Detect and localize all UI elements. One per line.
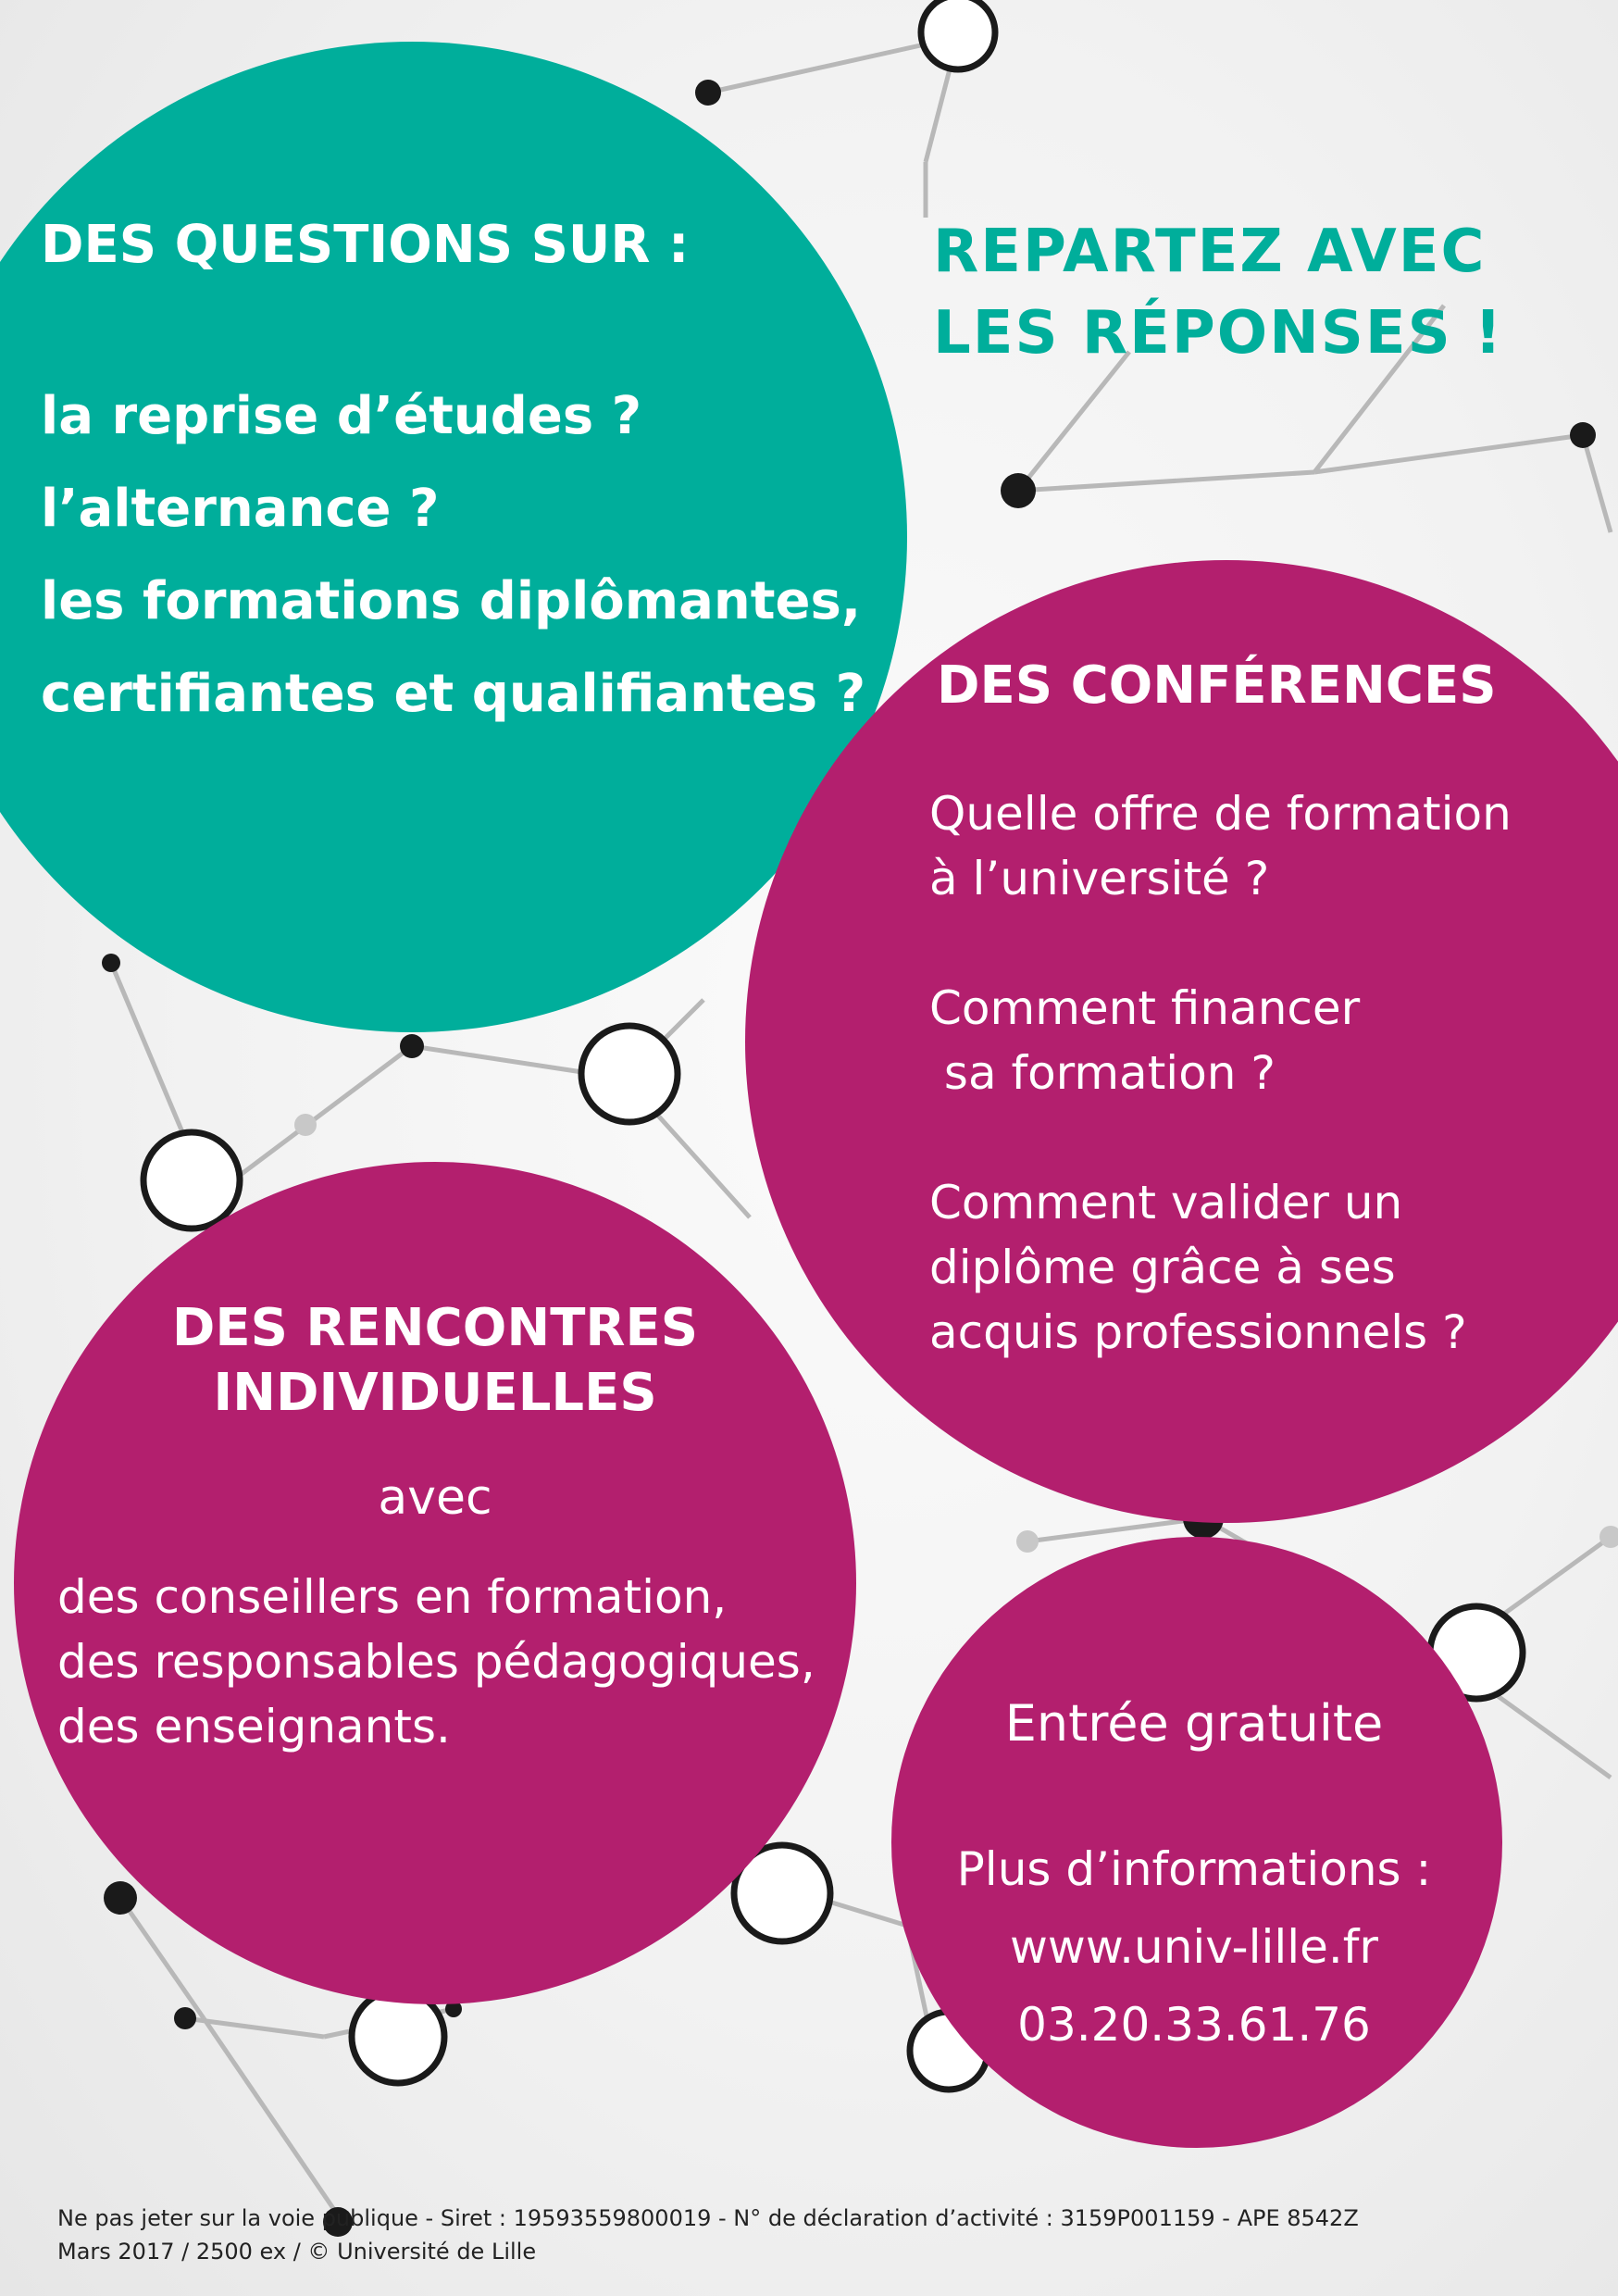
footer bbox=[57, 2202, 1359, 2268]
rencontres-title-line: INDIVIDUELLES bbox=[213, 1363, 657, 1423]
questions-list bbox=[41, 370, 865, 741]
more-info-label: Plus d’informations : bbox=[956, 1842, 1432, 1896]
entry-free-text: Entrée gratuite bbox=[1004, 1694, 1384, 1753]
question-item: certifiantes et qualifiantes ? bbox=[41, 664, 866, 724]
footer-edition-line: Mars 2017 / 2500 ex / © Université de Lille bbox=[57, 2239, 537, 2265]
conference-line: Comment valider un bbox=[929, 1176, 1403, 1229]
rencontres-title-line: DES RENCONTRES bbox=[171, 1298, 699, 1358]
conference-line: sa formation ? bbox=[929, 1046, 1276, 1100]
tagline-line: LES RÉPONSES ! bbox=[933, 299, 1504, 368]
conference-line: Comment financer bbox=[929, 981, 1361, 1035]
rencontres-line: des enseignants. bbox=[57, 1700, 451, 1753]
conference-line: acquis professionnels ? bbox=[929, 1305, 1467, 1359]
rencontres-title bbox=[0, 1296, 870, 1426]
conference-line: à l’université ? bbox=[929, 852, 1270, 905]
conference-line: diplôme grâce à ses bbox=[929, 1241, 1396, 1294]
question-item: les formations diplômantes, bbox=[41, 571, 862, 631]
rencontres-line: des responsables pédagogiques, bbox=[57, 1635, 815, 1689]
website-link[interactable]: www.univ-lille.fr bbox=[1010, 1920, 1378, 1974]
conferences-title: DES CONFÉRENCES bbox=[937, 655, 1497, 716]
footer-legal-line: Ne pas jeter sur la voie publique - Siret : 19593559800019 - N° de déclaration d’activité : 3159P001159 - APE 8542Z bbox=[57, 2205, 1359, 2231]
rencontres-line: des conseillers en formation, bbox=[57, 1570, 728, 1624]
rencontres-list bbox=[57, 1565, 815, 1759]
conference-line: Quelle offre de formation bbox=[929, 787, 1512, 841]
question-item: la reprise d’études ? bbox=[41, 386, 642, 446]
tagline bbox=[933, 211, 1503, 374]
rencontres-avec: avec bbox=[378, 1470, 492, 1526]
tagline-line: REPARTEZ AVEC bbox=[933, 218, 1487, 286]
question-item: l’alternance ? bbox=[41, 479, 440, 539]
conferences-body bbox=[929, 781, 1512, 1365]
phone-number[interactable]: 03.20.33.61.76 bbox=[1017, 1998, 1371, 2052]
questions-title: DES QUESTIONS SUR : bbox=[41, 215, 690, 275]
